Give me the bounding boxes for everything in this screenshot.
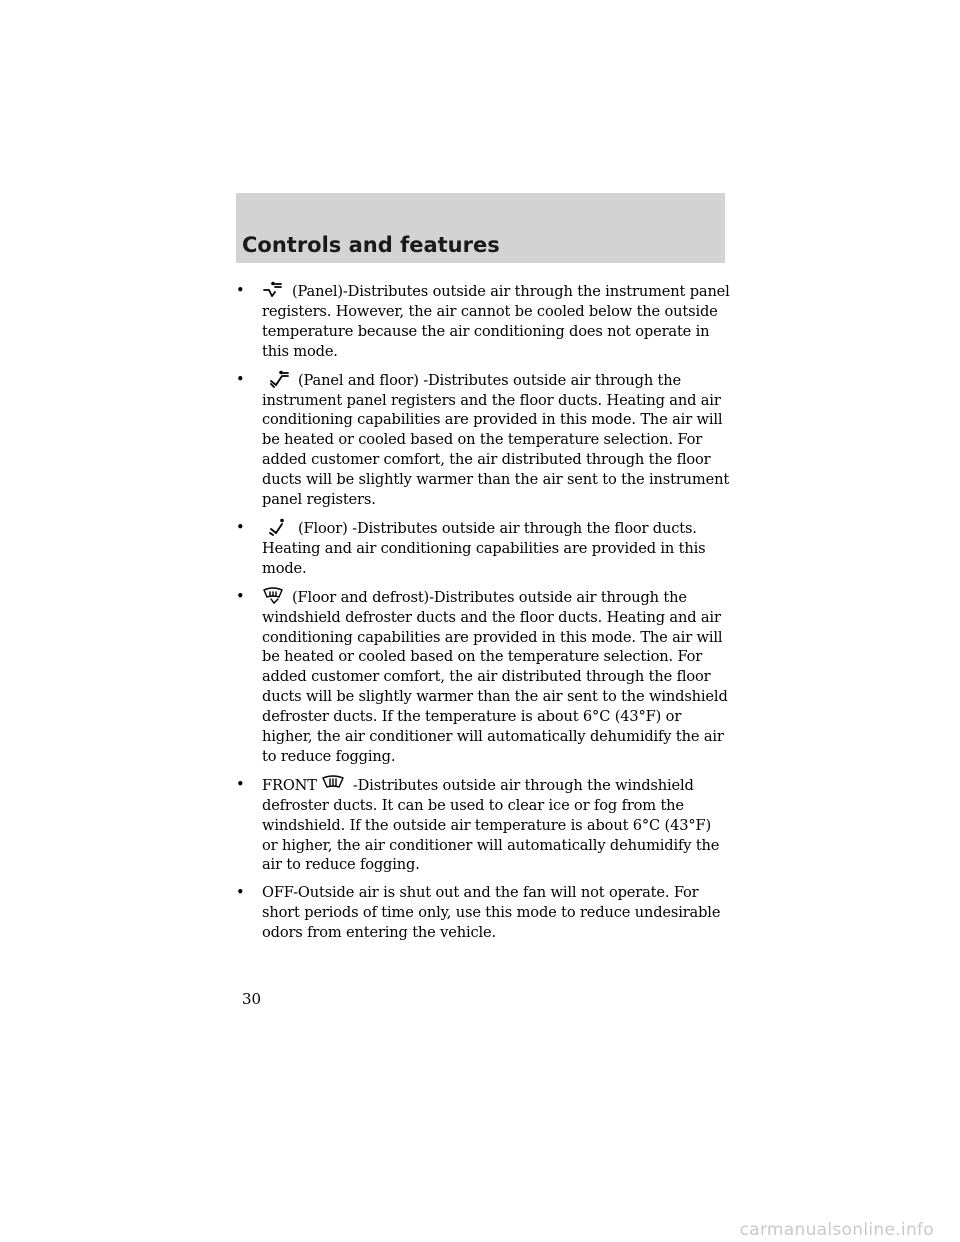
defrost-icon — [321, 775, 345, 793]
bullet-dot: • — [236, 775, 245, 793]
panel-floor-vent-icon — [268, 370, 290, 388]
floor-vent-icon — [268, 518, 290, 536]
bullet-dot: • — [236, 884, 245, 902]
front-label: FRONT — [262, 776, 317, 794]
list-item-text: (Panel)-Distributes outside air through the instrument panel registers. However, the air cannot be cooled below the outside temperature because the air conditioning does not operate in this mode. — [262, 283, 730, 360]
list-item — [236, 587, 730, 767]
bullet-dot: • — [236, 518, 245, 536]
mode-list — [236, 281, 730, 951]
panel-vent-icon — [262, 281, 284, 299]
bullet-dot: • — [236, 282, 245, 299]
floor-defrost-icon — [262, 587, 284, 605]
list-item — [236, 518, 730, 579]
page-number: 30 — [242, 990, 262, 1008]
list-item-text: (Floor) -Distributes outside air through the floor ducts. Heating and air conditioning capabilities are provided in this mode. — [262, 519, 706, 577]
list-item — [236, 883, 730, 943]
list-item-text: -Distributes outside air through the windshield defroster ducts. It can be used to clear ice or fog from the windshield. If the outside air temperature is about 6°C (43°F) or higher, the air conditioner will automatically dehumidify the air to reduce fogging. — [262, 776, 720, 874]
list-item-text: OFF-Outside air is shut out and the fan will not operate. For short periods of time only, use this mode to reduce undesirable odors from entering the vehicle. — [262, 884, 721, 942]
bullet-dot: • — [236, 587, 245, 605]
list-item-text: (Panel and floor) -Distributes outside air through the instrument panel registers and the floor ducts. Heating and air conditioning capabilities are provided in this mode. The air will be heated or cooled based on the temperature selection. For added customer comfort, the air distributed through the floor ducts will be slightly warmer than the air sent to the instrument panel registers. — [262, 371, 730, 509]
list-item — [236, 775, 730, 876]
list-item-text: (Floor and defrost)-Distributes outside air through the windshield defroster ducts and the floor ducts. Heating and air conditioning capabilities are provided in this mode. The air will be heated or cooled based on the temperature selection. For added customer comfort, the air distributed through the floor ducts will be slightly warmer than the air sent to the windshield defroster ducts. If the temperature is about 6°C (43°F) or higher, the air conditioner will automatically dehumidify the air to reduce fogging. — [262, 588, 728, 765]
section-title: Controls and features — [242, 233, 500, 257]
watermark: carmanualsonline.info — [739, 1220, 934, 1240]
list-item — [236, 370, 730, 510]
list-item — [236, 281, 730, 362]
bullet-dot: • — [236, 370, 245, 388]
